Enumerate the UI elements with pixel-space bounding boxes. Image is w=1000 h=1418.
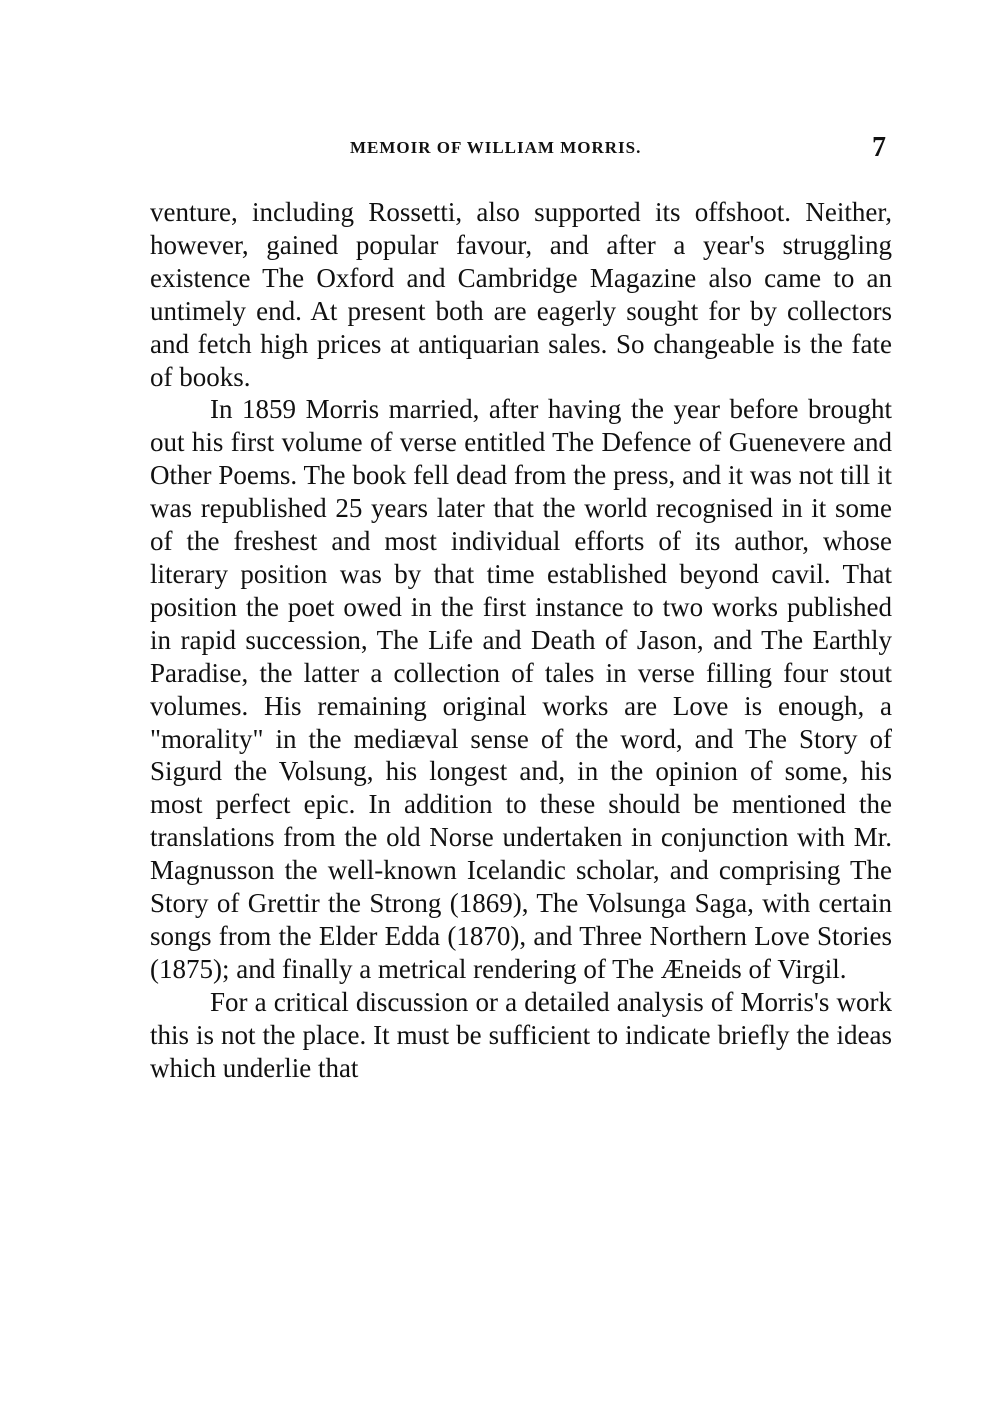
paragraph-1859-marriage: In 1859 Morris married, after having the year before brought out his first volume of verse entitled The Defence of Guenevere and Other Poems. The book fell dead from the press, and it was not till it was republished 25 years later that the world recognised in it some of the freshest and most individual efforts of its author, whose literary position was by that time established beyond cavil. That position the poet owed in the first instance to two works published in rapid succession, The Life and Death of Jason, and The Earthly Paradise, the latter a collection of tales in verse filling four stout volumes. His remaining original works are Love is enough, a "morality" in the mediæval sense of the word, and The Story of Sigurd the Volsung, his longest and, in the opinion of some, his most perfect epic. In addition to these should be mentioned the translations from the old Norse undertaken in conjunction with Mr. Magnusson the well-known Icelandic scholar, and comprising The Story of Grettir the Strong (1869), The Volsunga Saga, with certain songs from the Elder Edda (1870), and Three Northern Love Stories (1875); and finally a metrical rendering of The Æneids of Virgil. — [150, 394, 892, 984]
page-number: 7 — [872, 132, 886, 163]
paragraph-continued: venture, including Rossetti, also supported its offshoot. Neither, however, gained popular favour, and after a year's struggling existence The Oxford and Cambridge Magazine also came to an untimely end. At present both are eagerly sought for by collectors and fetch high prices at antiquarian sales. So changeable is the fate of books. — [150, 197, 892, 392]
running-head: MEMOIR OF WILLIAM MORRIS. — [350, 138, 642, 157]
paragraph-critical-discussion: For a critical discussion or a detailed analysis of Morris's work this is not the place. It must be sufficient to indicate briefly the ideas which underlie that — [150, 986, 892, 1083]
page-header — [160, 132, 892, 168]
body-text — [150, 196, 892, 1084]
